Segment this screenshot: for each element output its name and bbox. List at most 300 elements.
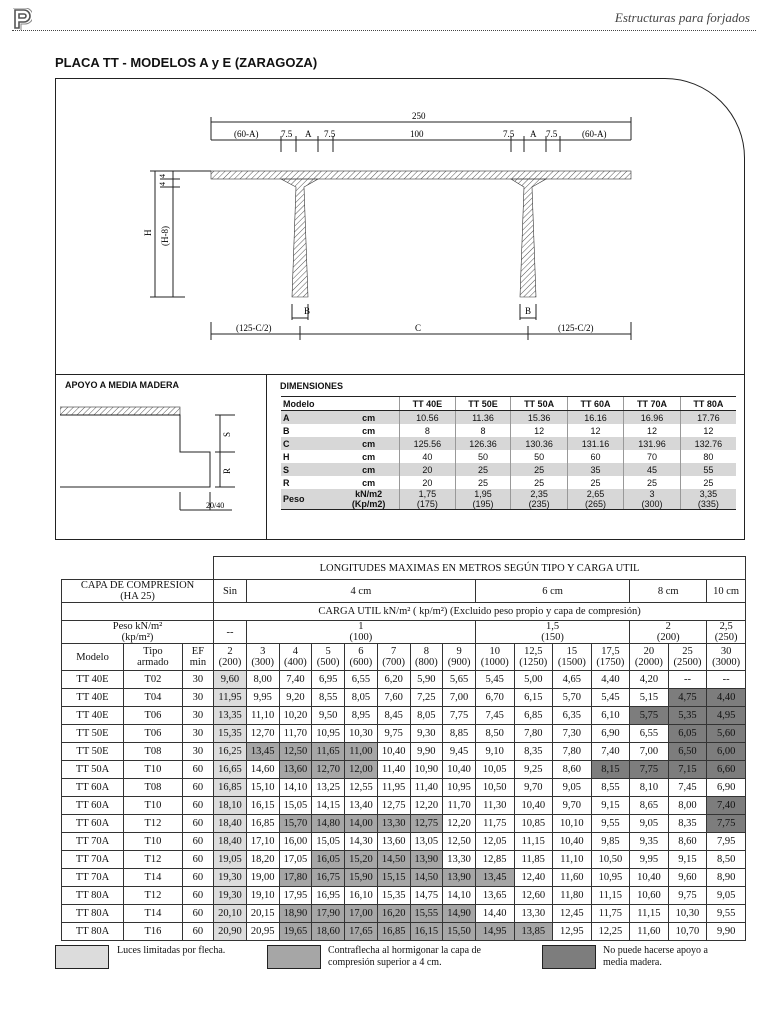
span-cell: 7,80 — [553, 743, 592, 761]
load-head: 3 (300) — [246, 644, 279, 671]
dim-total-label: 250 — [412, 111, 426, 121]
span-cell: 7,30 — [553, 725, 592, 743]
dimensions-table — [281, 396, 736, 510]
dim-cell: 12 — [680, 424, 736, 437]
row-armado: T10 — [124, 797, 183, 815]
span-cell: 5,15 — [630, 689, 669, 707]
dim-cell: 16.16 — [567, 411, 623, 425]
span-cell: 4,65 — [553, 671, 592, 689]
load-head: 10 (1000) — [475, 644, 514, 671]
b-right-label: B — [525, 306, 532, 316]
dim-cell: 125.56 — [400, 437, 456, 450]
dim-cell: 10.56 — [400, 411, 456, 425]
support-title: APOYO A MEDIA MADERA — [65, 380, 180, 390]
peso-label: Peso kN/m² (kp/m²) — [62, 621, 214, 644]
span-cell: 13,30 — [514, 905, 553, 923]
row-ef: 60 — [182, 779, 213, 797]
row-model: TT 40E — [62, 707, 124, 725]
dimensions-header-row — [281, 397, 736, 411]
span-cell: 11,80 — [553, 887, 592, 905]
load-head: 15 (1500) — [553, 644, 592, 671]
dim-cell: 70 — [624, 450, 680, 463]
span-cell: 17,10 — [246, 833, 279, 851]
row-armado: T14 — [124, 905, 183, 923]
dim-head-tt70a: TT 70A — [624, 397, 680, 411]
span-cell: 8,35 — [514, 743, 553, 761]
span-cell: 7,00 — [630, 743, 669, 761]
span-cell: 13,25 — [312, 779, 345, 797]
span-cell: 16,85 — [377, 923, 410, 941]
dim-row-label: A — [281, 411, 338, 425]
load-head: 7 (700) — [377, 644, 410, 671]
span-cell: 11,95 — [214, 689, 247, 707]
peso-group: -- — [214, 621, 247, 644]
span-cell: 5,45 — [475, 671, 514, 689]
span-cell: 16,15 — [410, 923, 443, 941]
row-model: TT 60A — [62, 779, 124, 797]
empty-corner — [62, 557, 214, 580]
col-head: Tipo armado — [124, 644, 183, 671]
span-cell: 10,05 — [475, 761, 514, 779]
load-head-row — [62, 644, 746, 671]
dim-row-unit: cm — [338, 437, 399, 450]
row-ef: 60 — [182, 923, 213, 941]
span-cell: 11,00 — [345, 743, 378, 761]
span-cell: 18,10 — [214, 797, 247, 815]
span-cell: 14,30 — [345, 833, 378, 851]
dim-row-unit: cm — [362, 425, 376, 436]
dim-100: 100 — [410, 129, 424, 139]
dim-cell: 132.76 — [680, 437, 736, 450]
dim-cell: 60 — [567, 450, 623, 463]
span-cell: 12,25 — [591, 923, 630, 941]
span-cell: 9,25 — [514, 761, 553, 779]
span-cell: 8,50 — [475, 725, 514, 743]
h8-label: (H-8) — [160, 226, 170, 246]
row-ef: 60 — [182, 833, 213, 851]
span-cell: 16,00 — [279, 833, 312, 851]
dimensions-row — [281, 437, 736, 450]
row-model: TT 70A — [62, 851, 124, 869]
span-cell: 6,05 — [668, 725, 707, 743]
row-model: TT 60A — [62, 797, 124, 815]
dim-peso-cell — [455, 489, 511, 510]
capa-row — [62, 580, 746, 603]
span-cell: 19,00 — [246, 869, 279, 887]
span-cell: 7,75 — [707, 815, 746, 833]
dim-cell: 80 — [680, 450, 736, 463]
span-cell: 5,70 — [553, 689, 592, 707]
dim-peso-kn: 2,65 — [586, 489, 605, 499]
span-cell: 9,05 — [630, 815, 669, 833]
row-ef: 60 — [182, 851, 213, 869]
span-cell: 11,85 — [514, 851, 553, 869]
span-cell: 8,05 — [410, 707, 443, 725]
dim-a-right: A — [530, 129, 537, 139]
span-cell: 8,45 — [377, 707, 410, 725]
dim-peso-kn: 2,35 — [530, 489, 548, 499]
capa-cell: Sin — [214, 580, 247, 603]
span-cell: 11,10 — [553, 851, 592, 869]
dim-peso-kn: 3 — [649, 489, 655, 499]
span-cell: 7,75 — [443, 707, 476, 725]
span-cell: 5,65 — [443, 671, 476, 689]
row-ef: 30 — [182, 743, 213, 761]
dim-cell: 16.96 — [624, 411, 680, 425]
dim-60a-right: (60-A) — [582, 129, 607, 139]
peso-group: 1 (100) — [246, 621, 475, 644]
span-cell: 19,30 — [214, 869, 247, 887]
span-cell: 11,30 — [475, 797, 514, 815]
peso-group: 2 (200) — [630, 621, 707, 644]
dim-cell: 25 — [455, 463, 511, 476]
row-armado: T06 — [124, 707, 183, 725]
table-row — [62, 833, 746, 851]
span-cell: 8,60 — [668, 833, 707, 851]
span-cell: 15,10 — [246, 779, 279, 797]
dim-cell: 131.16 — [567, 437, 623, 450]
header-title: Estructuras para forjados — [614, 10, 750, 25]
row-ef: 30 — [182, 707, 213, 725]
dim-peso-kp: (195) — [472, 499, 494, 509]
span-cell: 10,95 — [591, 869, 630, 887]
c-right-label: (125-C/2) — [558, 323, 594, 333]
row-armado: T02 — [124, 671, 183, 689]
span-cell: 9,60 — [668, 869, 707, 887]
dim-peso-kp: (235) — [528, 499, 550, 509]
table-row — [62, 887, 746, 905]
b-left-label: B — [304, 306, 311, 316]
legend-text-contraflecha: Contraflecha al hormigonar la capa de compresión superior a 4 cm. — [328, 945, 481, 968]
span-cell: 8,15 — [591, 761, 630, 779]
span-cell: 4,40 — [591, 671, 630, 689]
span-cell: 16,20 — [377, 905, 410, 923]
dim-cell: 40 — [400, 450, 456, 463]
dim-cell: 50 — [511, 450, 567, 463]
span-cell: 10,70 — [668, 923, 707, 941]
span-cell: 10,10 — [553, 815, 592, 833]
dim-row-label: B — [283, 425, 290, 436]
span-cell: 12,70 — [312, 761, 345, 779]
span-cell: 7,75 — [630, 761, 669, 779]
dim-cell: 55 — [680, 463, 736, 476]
span-cell: 16,65 — [214, 761, 247, 779]
span-cell: 14,75 — [410, 887, 443, 905]
dim-peso-unit1: kN/m2 — [355, 489, 383, 499]
span-cell: 15,90 — [345, 869, 378, 887]
span-cell: 18,20 — [246, 851, 279, 869]
dim-cell: 11.36 — [455, 411, 511, 425]
span-cell: 17,65 — [345, 923, 378, 941]
capa-cell: 6 cm — [475, 580, 629, 603]
span-cell: 7,45 — [668, 779, 707, 797]
span-cell: 6,90 — [707, 779, 746, 797]
span-cell: 16,05 — [312, 851, 345, 869]
span-cell: 6,00 — [707, 743, 746, 761]
table-row — [62, 923, 746, 941]
span-cell: 7,15 — [668, 761, 707, 779]
span-cell: 16,25 — [214, 743, 247, 761]
span-cell: 14,15 — [312, 797, 345, 815]
span-cell: 8,35 — [668, 815, 707, 833]
span-cell: 8,85 — [443, 725, 476, 743]
span-cell: 14,40 — [475, 905, 514, 923]
table-row — [62, 725, 746, 743]
load-head: 20 (2000) — [630, 644, 669, 671]
span-cell: 13,60 — [377, 833, 410, 851]
dim-peso-kp: (300) — [641, 499, 663, 509]
r-label: R — [222, 467, 232, 474]
support-diagram — [60, 392, 265, 532]
span-cell: 13,90 — [410, 851, 443, 869]
dimensions-title: DIMENSIONES — [280, 381, 344, 391]
span-cell: 13,30 — [443, 851, 476, 869]
dim-peso-cell — [400, 489, 456, 510]
span-cell: 7,60 — [377, 689, 410, 707]
span-cell: 9,20 — [279, 689, 312, 707]
span-cell: 13,40 — [345, 797, 378, 815]
load-head: 9 (900) — [443, 644, 476, 671]
span-cell: 10,40 — [553, 833, 592, 851]
span-cell: 12,50 — [443, 833, 476, 851]
dim-cell: 12 — [567, 424, 623, 437]
row-ef: 30 — [182, 725, 213, 743]
span-cell: 11,65 — [312, 743, 345, 761]
span-cell: 16,95 — [312, 887, 345, 905]
span-cell: 10,30 — [345, 725, 378, 743]
dim-cell: 8 — [455, 424, 511, 437]
span-cell: 14,10 — [443, 887, 476, 905]
span-cell: 11,15 — [630, 905, 669, 923]
load-head: 4 (400) — [279, 644, 312, 671]
span-cell: 5,60 — [707, 725, 746, 743]
span-cell: 9,15 — [591, 797, 630, 815]
table-row — [62, 743, 746, 761]
span-cell: 11,15 — [514, 833, 553, 851]
h-label: H — [143, 229, 153, 236]
dim-head-tt80a: TT 80A — [680, 397, 736, 411]
table-row — [62, 779, 746, 797]
span-cell: 19,10 — [246, 887, 279, 905]
span-cell: 7,40 — [591, 743, 630, 761]
span-title-row — [62, 557, 746, 580]
dim-peso-kp: (175) — [416, 499, 438, 509]
span-cell: 17,00 — [345, 905, 378, 923]
span-cell: 7,45 — [475, 707, 514, 725]
dim-cell: 45 — [624, 463, 680, 476]
dim-peso-label: Peso — [281, 489, 338, 510]
dim-peso-cell — [680, 489, 736, 510]
table-row — [62, 671, 746, 689]
row-armado: T08 — [124, 743, 183, 761]
peso-group: 2,5 (250) — [707, 621, 746, 644]
span-cell: 9,55 — [707, 905, 746, 923]
row-ef: 60 — [182, 905, 213, 923]
dim-row-label: R — [283, 477, 290, 488]
span-cell: 12,20 — [443, 815, 476, 833]
legend-text-flecha: Luces limitadas por flecha. — [117, 945, 226, 956]
span-cell: 12,70 — [246, 725, 279, 743]
row-model: TT 50E — [62, 743, 124, 761]
span-cell: 18,40 — [214, 833, 247, 851]
span-cell: 5,35 — [668, 707, 707, 725]
span-cell: 13,45 — [246, 743, 279, 761]
span-table — [61, 556, 746, 941]
capa-label: CAPA DE COMPRESION (HA 25) — [62, 580, 214, 603]
table-row — [62, 869, 746, 887]
row-ef: 60 — [182, 797, 213, 815]
span-cell: 6,50 — [668, 743, 707, 761]
table-row — [62, 707, 746, 725]
span-cell: 9,60 — [214, 671, 247, 689]
table-row — [62, 689, 746, 707]
span-cell: 9,95 — [246, 689, 279, 707]
span-cell: 9,85 — [591, 833, 630, 851]
span-cell: 8,65 — [630, 797, 669, 815]
span-cell: 8,90 — [707, 869, 746, 887]
span-cell: 19,05 — [214, 851, 247, 869]
dim-cell: 12 — [511, 424, 567, 437]
carga-title: CARGA UTIL kN/m² ( kp/m²) (Excluido peso propio y capa de compresión) — [214, 603, 746, 621]
span-cell: 14,90 — [443, 905, 476, 923]
table-row — [62, 761, 746, 779]
s-label: S — [222, 431, 232, 437]
table-row — [62, 815, 746, 833]
row-ef: 60 — [182, 815, 213, 833]
span-cell: 9,50 — [312, 707, 345, 725]
span-cell: 11,95 — [377, 779, 410, 797]
dim-75-b: 7.5 — [324, 129, 336, 139]
page-title: PLACA TT - MODELOS A y E (ZARAGOZA) — [55, 55, 318, 70]
span-cell: 6,85 — [514, 707, 553, 725]
span-cell: 4,95 — [707, 707, 746, 725]
load-head: 8 (800) — [410, 644, 443, 671]
dim-cell: 17.76 — [680, 411, 736, 425]
peso-row — [62, 621, 746, 644]
span-cell: 10,95 — [443, 779, 476, 797]
span-cell: 11,15 — [591, 887, 630, 905]
dim-75-d: 7.5 — [546, 129, 558, 139]
span-cell: 15,50 — [443, 923, 476, 941]
support-dim-label: 20/40 — [206, 501, 225, 510]
span-cell: 8,10 — [630, 779, 669, 797]
span-cell: 10,95 — [312, 725, 345, 743]
span-cell: 8,55 — [312, 689, 345, 707]
span-cell: 9,45 — [443, 743, 476, 761]
span-cell: 15,20 — [345, 851, 378, 869]
row-armado: T12 — [124, 815, 183, 833]
dim-peso-kn: 1,95 — [474, 489, 492, 499]
dim-row-unit: cm — [362, 477, 376, 488]
four-top: 4 — [158, 174, 167, 178]
dim-row-unit: cm — [362, 451, 376, 462]
c-label: C — [415, 323, 422, 333]
dim-head-tt50e: TT 50E — [455, 397, 511, 411]
load-head: 5 (500) — [312, 644, 345, 671]
span-cell: 12,00 — [345, 761, 378, 779]
span-cell: 16,75 — [312, 869, 345, 887]
row-armado: T10 — [124, 833, 183, 851]
span-cell: 8,60 — [553, 761, 592, 779]
dim-cell: 8 — [400, 424, 456, 437]
span-cell: 12,20 — [410, 797, 443, 815]
row-ef: 60 — [182, 887, 213, 905]
span-cell: 13,05 — [410, 833, 443, 851]
span-cell: 6,95 — [312, 671, 345, 689]
row-ef: 60 — [182, 761, 213, 779]
table-row — [62, 851, 746, 869]
row-model: TT 70A — [62, 833, 124, 851]
dim-cell: 50 — [455, 450, 511, 463]
span-cell: 9,70 — [514, 779, 553, 797]
span-cell: 8,00 — [668, 797, 707, 815]
span-cell: 11,40 — [410, 779, 443, 797]
dim-cell: 20 — [400, 463, 456, 476]
span-cell: 13,90 — [443, 869, 476, 887]
dim-cell: 25 — [624, 476, 680, 489]
span-cell: 14,10 — [279, 779, 312, 797]
span-cell: 12,75 — [410, 815, 443, 833]
span-cell: 10,50 — [591, 851, 630, 869]
dim-60a-left: (60-A) — [234, 129, 259, 139]
span-cell: 10,40 — [514, 797, 553, 815]
span-cell: 6,55 — [345, 671, 378, 689]
span-cell: 9,95 — [630, 851, 669, 869]
table-row — [62, 905, 746, 923]
span-cell: 9,75 — [377, 725, 410, 743]
col-head: Modelo — [62, 644, 124, 671]
dimensions-row — [281, 411, 736, 425]
span-cell: 9,30 — [410, 725, 443, 743]
span-cell: 12,05 — [475, 833, 514, 851]
row-armado: T04 — [124, 689, 183, 707]
load-head: 25 (2500) — [668, 644, 707, 671]
span-cell: 12,45 — [553, 905, 592, 923]
span-cell: 12,60 — [514, 887, 553, 905]
span-cell: 7,25 — [410, 689, 443, 707]
span-cell: 10,85 — [514, 815, 553, 833]
frame-vdivider — [266, 374, 267, 540]
row-model: TT 80A — [62, 887, 124, 905]
row-model: TT 70A — [62, 869, 124, 887]
dim-cell: 130.36 — [511, 437, 567, 450]
row-model: TT 40E — [62, 689, 124, 707]
span-cell: 13,85 — [514, 923, 553, 941]
row-model: TT 50E — [62, 725, 124, 743]
dim-row-label: C — [281, 437, 338, 450]
capa-cell: 8 cm — [630, 580, 707, 603]
span-cell: 12,55 — [345, 779, 378, 797]
span-cell: 14,50 — [410, 869, 443, 887]
span-cell: 11,75 — [591, 905, 630, 923]
dim-row-label: S — [281, 463, 338, 476]
span-cell: 9,75 — [668, 887, 707, 905]
span-cell: 12,95 — [553, 923, 592, 941]
dimensions-row — [281, 450, 736, 463]
span-cell: 12,75 — [377, 797, 410, 815]
span-cell: 5,45 — [591, 689, 630, 707]
dim-cell: 20 — [400, 476, 456, 489]
span-cell: -- — [707, 671, 746, 689]
span-cell: 10,40 — [443, 761, 476, 779]
row-model: TT 60A — [62, 815, 124, 833]
dim-peso-kn: 1,75 — [418, 489, 437, 499]
span-cell: 9,35 — [630, 833, 669, 851]
span-cell: 17,80 — [279, 869, 312, 887]
span-cell: 15,35 — [214, 725, 247, 743]
row-ef: 30 — [182, 689, 213, 707]
span-cell: 11,60 — [553, 869, 592, 887]
